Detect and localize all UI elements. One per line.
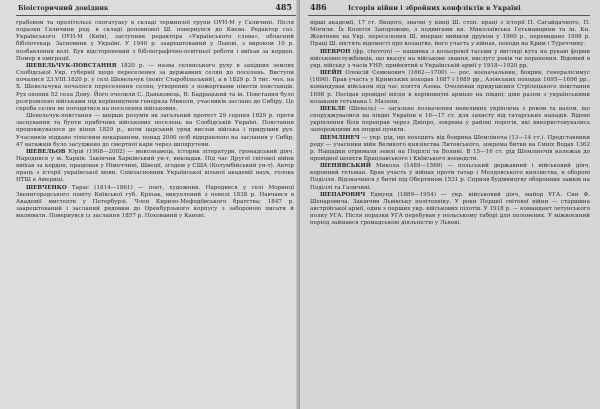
right-paragraph [310, 135, 590, 164]
entry-text: Едмунд (1889—1954) — укр. військовий діяч, майор УГА. Син Ф. Шепаровича. Закінчив Львівську політехніку. У роки Першої світової війни — старшина австрійської армії, один з перших укр. військових пілотів. У 1918 р. — командант летунського полку УГА. Після поразки УГА перебував у польському таборі для полонених. У міжвоєнний період займався громадською діяльністю у Львові. [310, 191, 590, 227]
entry-heading: ШЕНЯВСЬКИЙ [320, 163, 372, 170]
entry-heading: ШЕКЛЕ [320, 105, 346, 112]
entry-heading: ШЕВЧЕНКО [26, 184, 67, 191]
entry-text: Олексій Семенович (1662—1700) — рос. воєначальник, боярин, генералісимус (1696). Брав участь у Кримських походах 1687 і 1689 рр., Азовських походах 1695—1696 рр., командував військом під час взяття Азова. Очолював придушення Стрілецького повстання 1698 р. Посідав провідні місця в керівництві армією на півдні; діяв разом з українськими козаками гетьмана І. Мазепи. [310, 70, 590, 105]
entry-text: Шевельчук-повстання — ширше розумів як загальний протест 29 серпня 1829 р. проти заснування та бунти прибічних військових поселень на Слобідській Україні. Повстання продовжувалося до кінця 1829 р., коли царський уряд вислав війська і придушив рух. Учасників піддано тілесним покаранням, понад 2000 осіб відправлено на заслання у Сибір, 47 ватажків було засуджено до смертної кари через шпіцрутени. [16, 113, 294, 148]
entry-heading: ШЕВЕЛЬЧУК-ПОВСТАННЯ [26, 62, 117, 69]
entry-text: (Шекель) — загальне позначення невеликих укріплень з ровом та валом, що споруджувалися на півдні України в 16—17 ст. для захисту від татарських нападів. Відомі укріплення біля переправ через Дніпро, зокрема у районі порогів, які використовувались запорожцями як опорні пункти. [310, 105, 590, 134]
left-paragraph [16, 63, 294, 113]
right-page [300, 0, 600, 409]
entry-text: грабовом та пролітельєє спогатуаєу в складі терминлої групи ОУН-М у Галичині. Після поразки Галичини ред. в складі доповнової Ш. повернувся до Києва. Редактор газ. Українського ОУН-М (Київ), заступник редактора «Українського слова», обласний бібліотекар. Засновник у Україні. У 1940 р. заарештований у Львові, з вироком 10 р. позбавлення волі. Був відсторонений з бібліографічно-освітньої роботи і виїхав за кордон. Помер в еміграції. [16, 20, 294, 62]
right-paragraph [310, 192, 590, 228]
entry-text: 1820 р. — назва селянського руху в західних землях Слобідської Укр. губернії щодо переселення за державних селян до поселень. Виступи почалися 23.VIII.1820 р. у селі Шевельчук (повіт Старобільський), а в 1829 р. 5 тис. чол. на Х. Шевельчука почалося переселення селян, утворених з пожертвами пікетів повстанців. Рух охопив 52 села Дону. Його очолили С. Даньковець, В. Бадрацький та ін. Повстання було розгромлене військами під керівництвом генерала Миколи, учасників заслано до Сибіру. Це спроба селян не погодитися на поселення військових. [16, 62, 294, 112]
entry-text: Юрій (1908—2002) — мовознавець, історик літератури, громадський діяч. Народився у м. Харків. Закінчив Харківський ун-т, викладав. Під час Другої світової війни виїхав за кордон, працював у Німеччині, Швеції, згодом у США (Колумбійський ун-т). Автор праць з історії української мови. Співзасновник Української вільної академії наук, голова НТШ в Америці. [16, 148, 294, 184]
left-page-number: 485 [275, 2, 292, 12]
right-paragraph [310, 70, 590, 106]
entry-text: вірші академії, 17 ст. Вищого, значні у кінці Ш. стоп. праці з історії П. Сагайдачного, П. Могили. Їх Колегія Запорожцю, з подвигами кн. Миколаївська Гетьманщини та ін. Кн. Жовтневе на Укр. переселення Ш. вперше вийшли друком у 1960 р., перевидано 1998 р. Праці Ш. містять відомості про козацтво, його участь у війнах, походи на Крим і Туреччину. [310, 20, 590, 48]
left-header-rule [16, 15, 296, 16]
left-paragraph [16, 149, 294, 185]
entry-heading: ШЕПАРОВИЧ [320, 191, 366, 198]
right-header-rule [308, 15, 590, 16]
left-paragraph [16, 20, 294, 63]
right-page-header-title: Історія війни і збройних конфліктів в Україні [348, 4, 521, 12]
right-paragraph [310, 49, 590, 70]
entry-heading: ШЕВЕЛЬОВ [26, 148, 66, 155]
entry-text: (фр. chevron) — нашивка з кольорової тасьми у вигляді кута на рукаві форми військовослужбовців, що вказує на військове звання, вислугу років чи поранення. Відомий в укр. війську з часів УНР; прийнятий в Українській армії у 1918—1920 рр. [310, 48, 590, 69]
entry-heading: ШЕВРОН [320, 48, 351, 55]
right-paragraph [310, 20, 590, 49]
left-page-body [16, 20, 294, 220]
left-paragraph [16, 113, 294, 149]
entry-heading: ШЕЙН [320, 70, 342, 77]
entry-text: Тарас (1814—1861) — поет, художник. Народився у селі Моринці Звенигородського повіту Київської губ. Кріпак, викуплений з неволі 1838 р. Навчався в Академії мистецтв у Петербурзі. Член Кирило-Мефодіївського братства; 1847 р. заарештований і засланий рядовим до Оренбурзького корпусу з забороною писати й малювати. Повернувся із заслання 1857 р. Похований у Каневі. [16, 184, 294, 220]
left-paragraph [16, 185, 294, 221]
entry-text: — укр. рід, що походить від боярина Шемлінеча (13—14 ст.). Представники роду — учасники війн Великого князівства Литовського, зокрема битви на Синіх Водах 1362 р. Нащадки отримали землі на Поділлі та Волині. В 15—16 ст. рід Шемлінечів належав до провідної шляхти Брацлавського і Київського воєводств. [310, 134, 590, 162]
right-page-body [310, 20, 590, 228]
right-paragraph [310, 163, 590, 192]
entry-heading: ШЕМЛІНЕЧ [320, 134, 360, 141]
left-page-header-title: Біоісторичний довідник [18, 4, 109, 12]
right-page-number: 486 [310, 2, 327, 12]
entry-text: Микола (1489—1569) — польський державний і військовий діяч, коронний гетьман. Брав участь у війнах проти татар і Молдовського князівства, в обороні Поділля. Відзначився у битві під Обертином 1531 р. Сприяв будівництву оборонних замків на Поділлі та Галичині. [310, 163, 590, 191]
right-paragraph [310, 106, 590, 135]
